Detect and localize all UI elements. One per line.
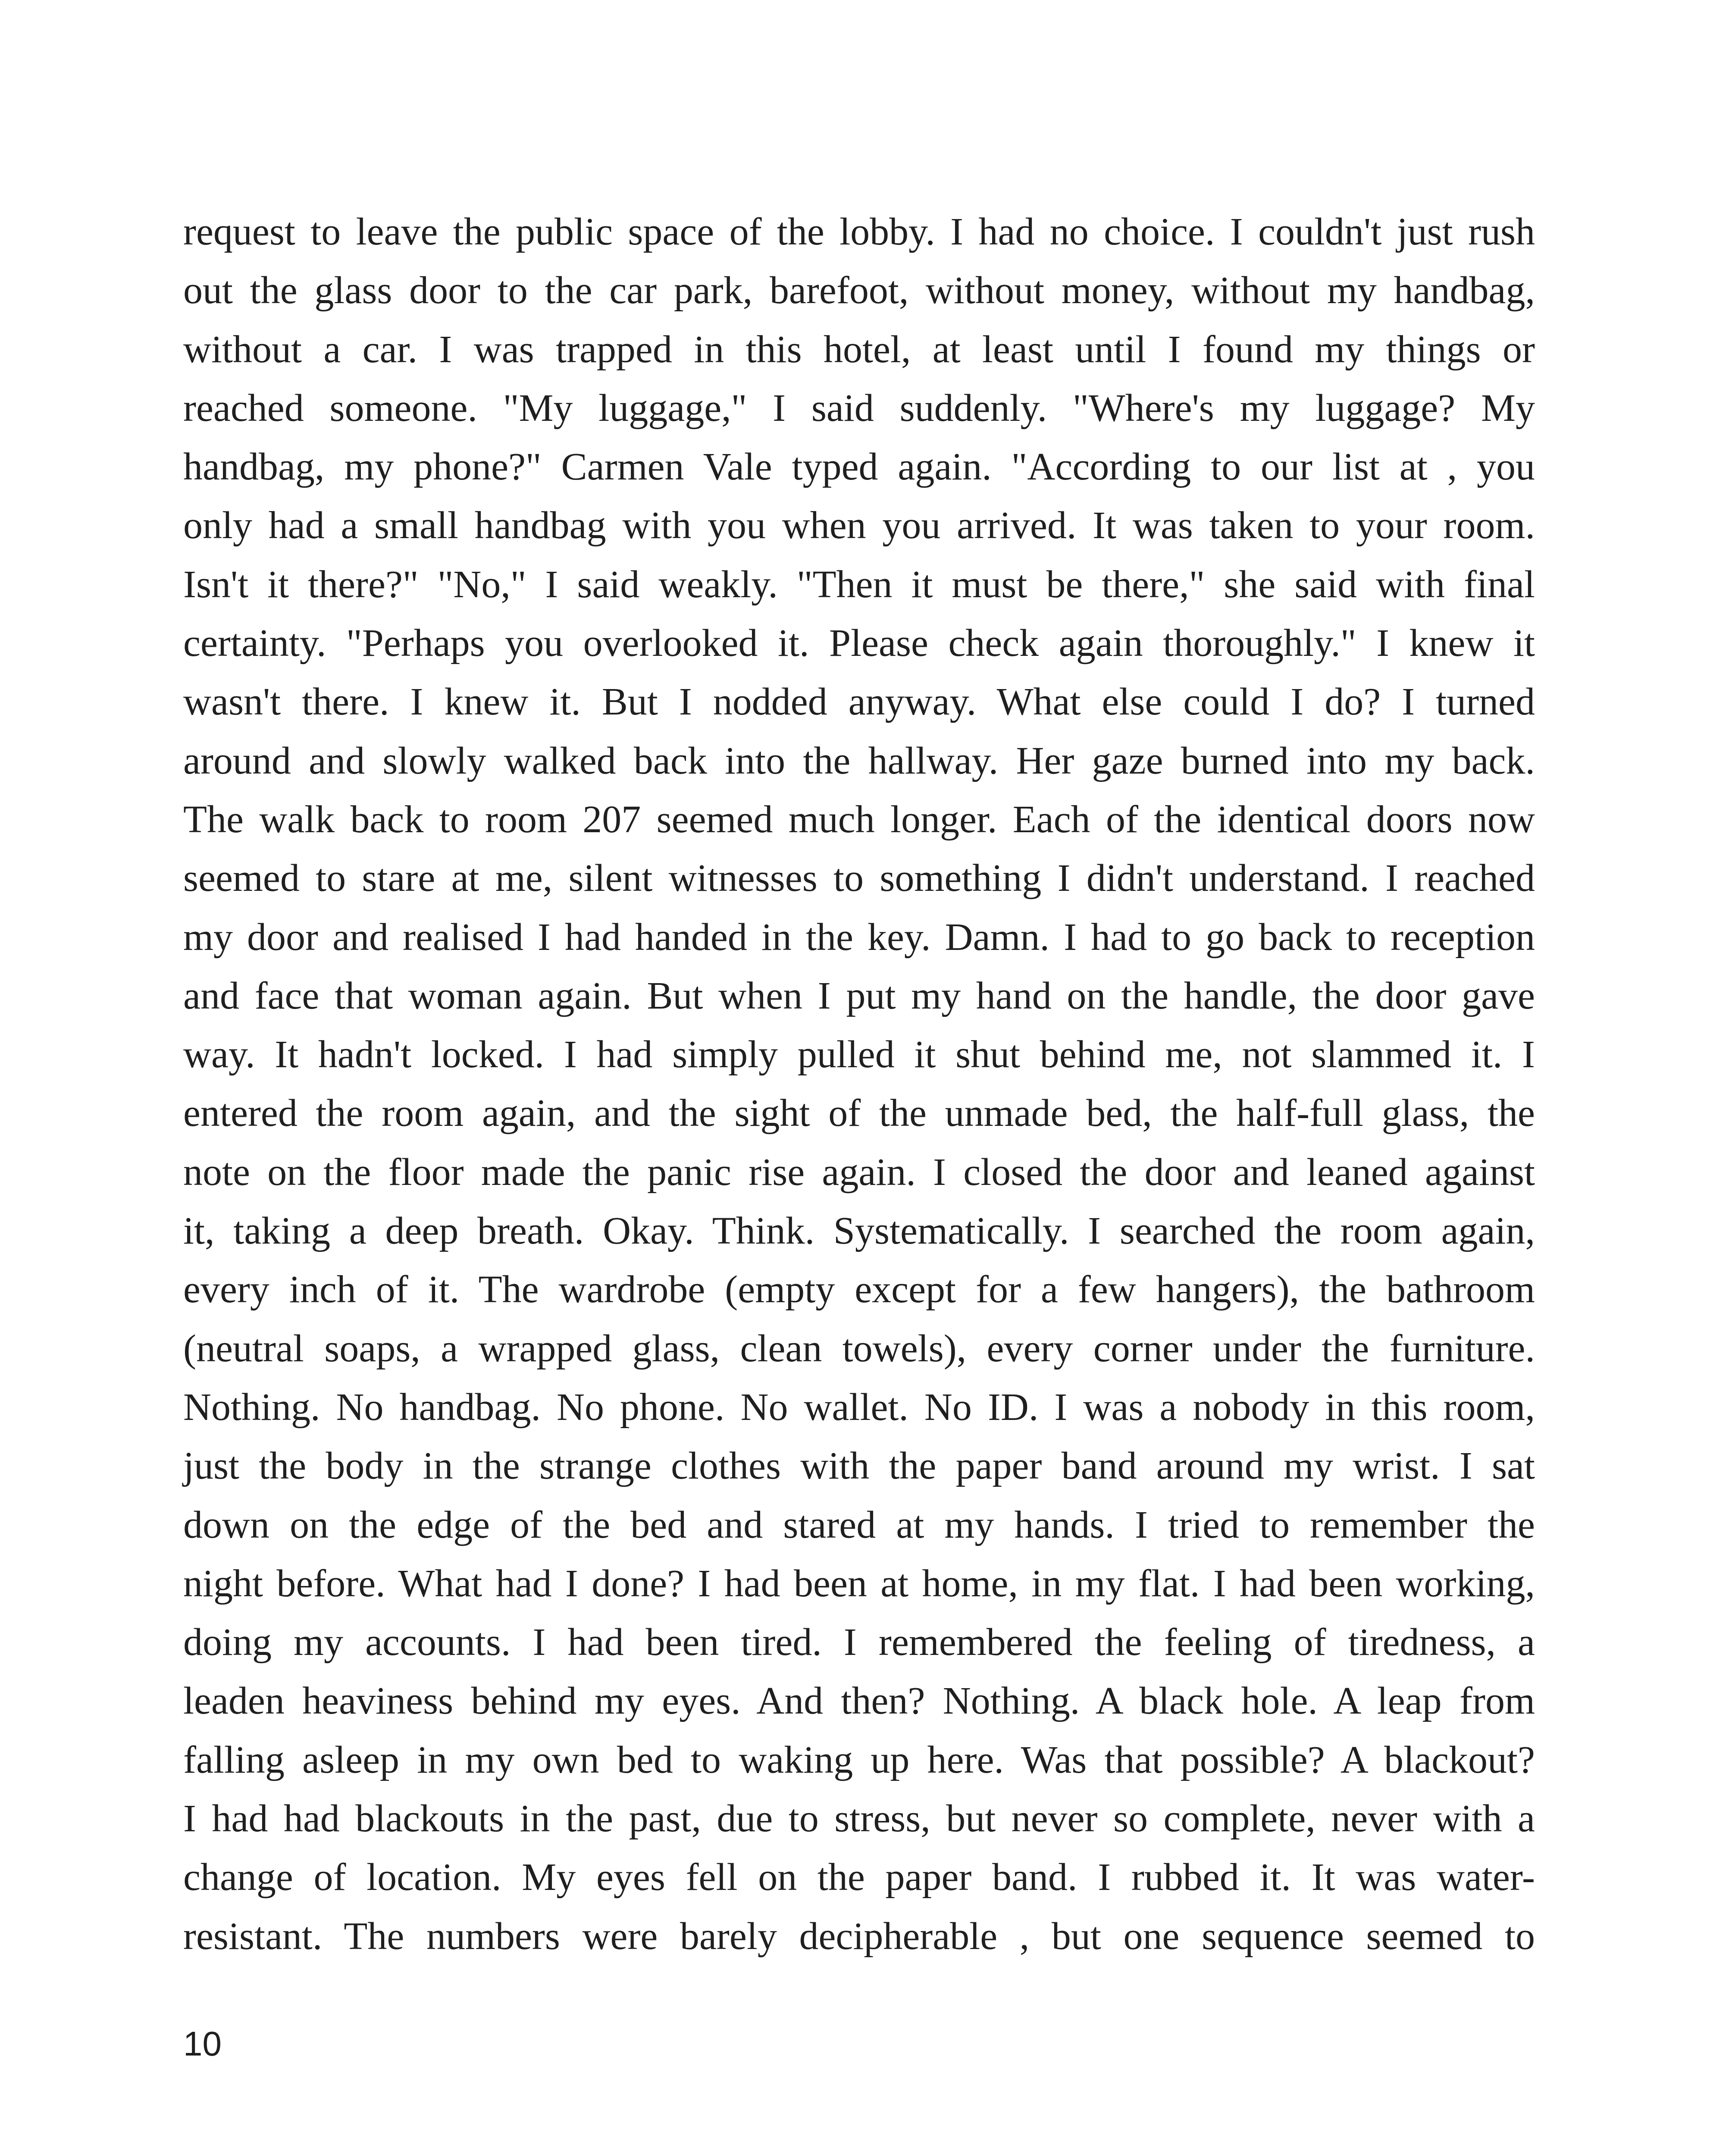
- text-line: reached someone. "My luggage," I said suddenly. "Where's my luggage? My: [183, 386, 1535, 429]
- text-line: out the glass door to the car park, barefoot, without money, without my handbag,: [183, 269, 1535, 312]
- text-line: (neutral soaps, a wrapped glass, clean towels), every corner under the furniture.: [183, 1327, 1535, 1370]
- text-line: falling asleep in my own bed to waking up here. Was that possible? A blackout?: [183, 1738, 1535, 1781]
- text-line: change of location. My eyes fell on the paper band. I rubbed it. It was water-: [183, 1856, 1535, 1899]
- text-line: every inch of it. The wardrobe (empty except for a few hangers), the bathroom: [183, 1268, 1535, 1311]
- text-line: resistant. The numbers were barely decipherable , but one sequence seemed to: [183, 1915, 1535, 1958]
- text-line: handbag, my phone?" Carmen Vale typed again. "According to our list at , you: [183, 445, 1535, 489]
- text-line: I had had blackouts in the past, due to stress, but never so complete, never with a: [183, 1797, 1535, 1840]
- text-line: night before. What had I done? I had been at home, in my flat. I had been working,: [183, 1562, 1535, 1605]
- text-line: entered the room again, and the sight of the unmade bed, the half-full glass, the: [183, 1092, 1535, 1135]
- text-line: request to leave the public space of the lobby. I had no choice. I couldn't just rush: [183, 210, 1535, 253]
- text-line: doing my accounts. I had been tired. I remembered the feeling of tiredness, a: [183, 1621, 1535, 1664]
- page-number: 10: [183, 2024, 222, 2063]
- text-line: and face that woman again. But when I put my hand on the handle, the door gave: [183, 974, 1535, 1017]
- text-line: way. It hadn't locked. I had simply pulled it shut behind me, not slammed it. I: [183, 1033, 1535, 1076]
- text-line: down on the edge of the bed and stared at my hands. I tried to remember the: [183, 1503, 1535, 1546]
- text-line: Nothing. No handbag. No phone. No wallet. No ID. I was a nobody in this room,: [183, 1385, 1535, 1429]
- text-line: it, taking a deep breath. Okay. Think. Systematically. I searched the room again,: [183, 1210, 1535, 1253]
- text-line: seemed to stare at me, silent witnesses to something I didn't understand. I reached: [183, 857, 1535, 900]
- text-line: leaden heaviness behind my eyes. And then? Nothing. A black hole. A leap from: [183, 1680, 1535, 1723]
- text-line: note on the floor made the panic rise again. I closed the door and leaned against: [183, 1150, 1535, 1194]
- text-line: around and slowly walked back into the hallway. Her gaze burned into my back.: [183, 739, 1535, 782]
- body-text: [183, 203, 1535, 1966]
- text-line: my door and realised I had handed in the key. Damn. I had to go back to reception: [183, 915, 1535, 959]
- text-line: The walk back to room 207 seemed much longer. Each of the identical doors now: [183, 798, 1535, 841]
- text-line: just the body in the strange clothes with the paper band around my wrist. I sat: [183, 1445, 1535, 1488]
- text-line: only had a small handbag with you when you arrived. It was taken to your room.: [183, 504, 1535, 547]
- text-line: certainty. "Perhaps you overlooked it. Please check again thoroughly." I knew it: [183, 622, 1535, 665]
- text-line: Isn't it there?" "No," I said weakly. "Then it must be there," she said with final: [183, 563, 1535, 606]
- text-line: wasn't there. I knew it. But I nodded anyway. What else could I do? I turned: [183, 680, 1535, 724]
- text-line: without a car. I was trapped in this hotel, at least until I found my things or: [183, 328, 1535, 371]
